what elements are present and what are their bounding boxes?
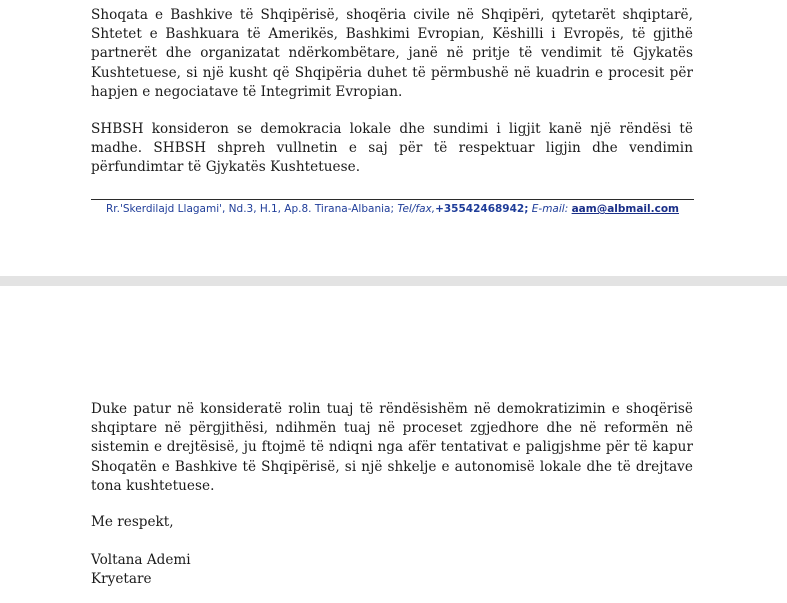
footer-telfax-value: +35542468942; xyxy=(435,203,529,215)
footer-telfax-label: Tel/fax, xyxy=(397,203,436,215)
signer-title: Kryetare xyxy=(91,571,152,587)
footer-divider xyxy=(91,199,694,200)
document-page-1 xyxy=(0,0,787,276)
body-paragraph-local-democracy: SHBSH konsideron se demokracia lokale dhe sundimi i ligjit kanë një rëndësi të madhe. SHBSH shpreh vullnetin e saj për të respektuar ligjin dhe vendimin përfundimtar të Gjykatës Kushtetuese. xyxy=(91,121,693,176)
body-paragraph-integration: Shoqata e Bashkive të Shqipërisë, shoqëria civile në Shqipëri, qytetarët shqiptarë, Shtetet e Bashkuara të Amerikës, Bashkimi Evropian, Këshilli i Evropës, të gjithë partnerët dhe organizatat ndërkombëtare, janë në pritje të vendimit të Gjykatës Kushtetuese, si një kusht që Shqipëria duhet të përmbushë në kuadrin e procesit për hapjen e negociatave të Integrimit Evropian. xyxy=(91,7,693,100)
closing-salutation: Me respekt, xyxy=(91,514,174,530)
page-separator xyxy=(0,276,787,286)
footer-email-label: E-mail: xyxy=(531,203,569,215)
footer-email-link[interactable]: aam@albmail.com xyxy=(571,203,679,215)
signer-name: Voltana Ademi xyxy=(91,552,191,568)
document-page-2 xyxy=(0,286,787,603)
letterhead-footer xyxy=(91,202,694,216)
body-paragraph-invitation: Duke patur në konsideratë rolin tuaj të rëndësishëm në demokratizimin e shoqërisë shqiptare në përgjithësi, ndihmën tuaj në proceset zgjedhore dhe në reformën në sistemin e drejtësisë, ju ftojmë të ndiqni nga afër tentativat e paligjshme për të kapur Shoqatën e Bashkive të Shqipërisë, si një shkelje e autonomisë lokale dhe të drejtave tona kushtetuese. xyxy=(91,401,693,494)
footer-address: Rr.'Skerdilajd Llagami', Nd.3, H.1, Ap.8. Tirana-Albania; xyxy=(105,203,394,215)
